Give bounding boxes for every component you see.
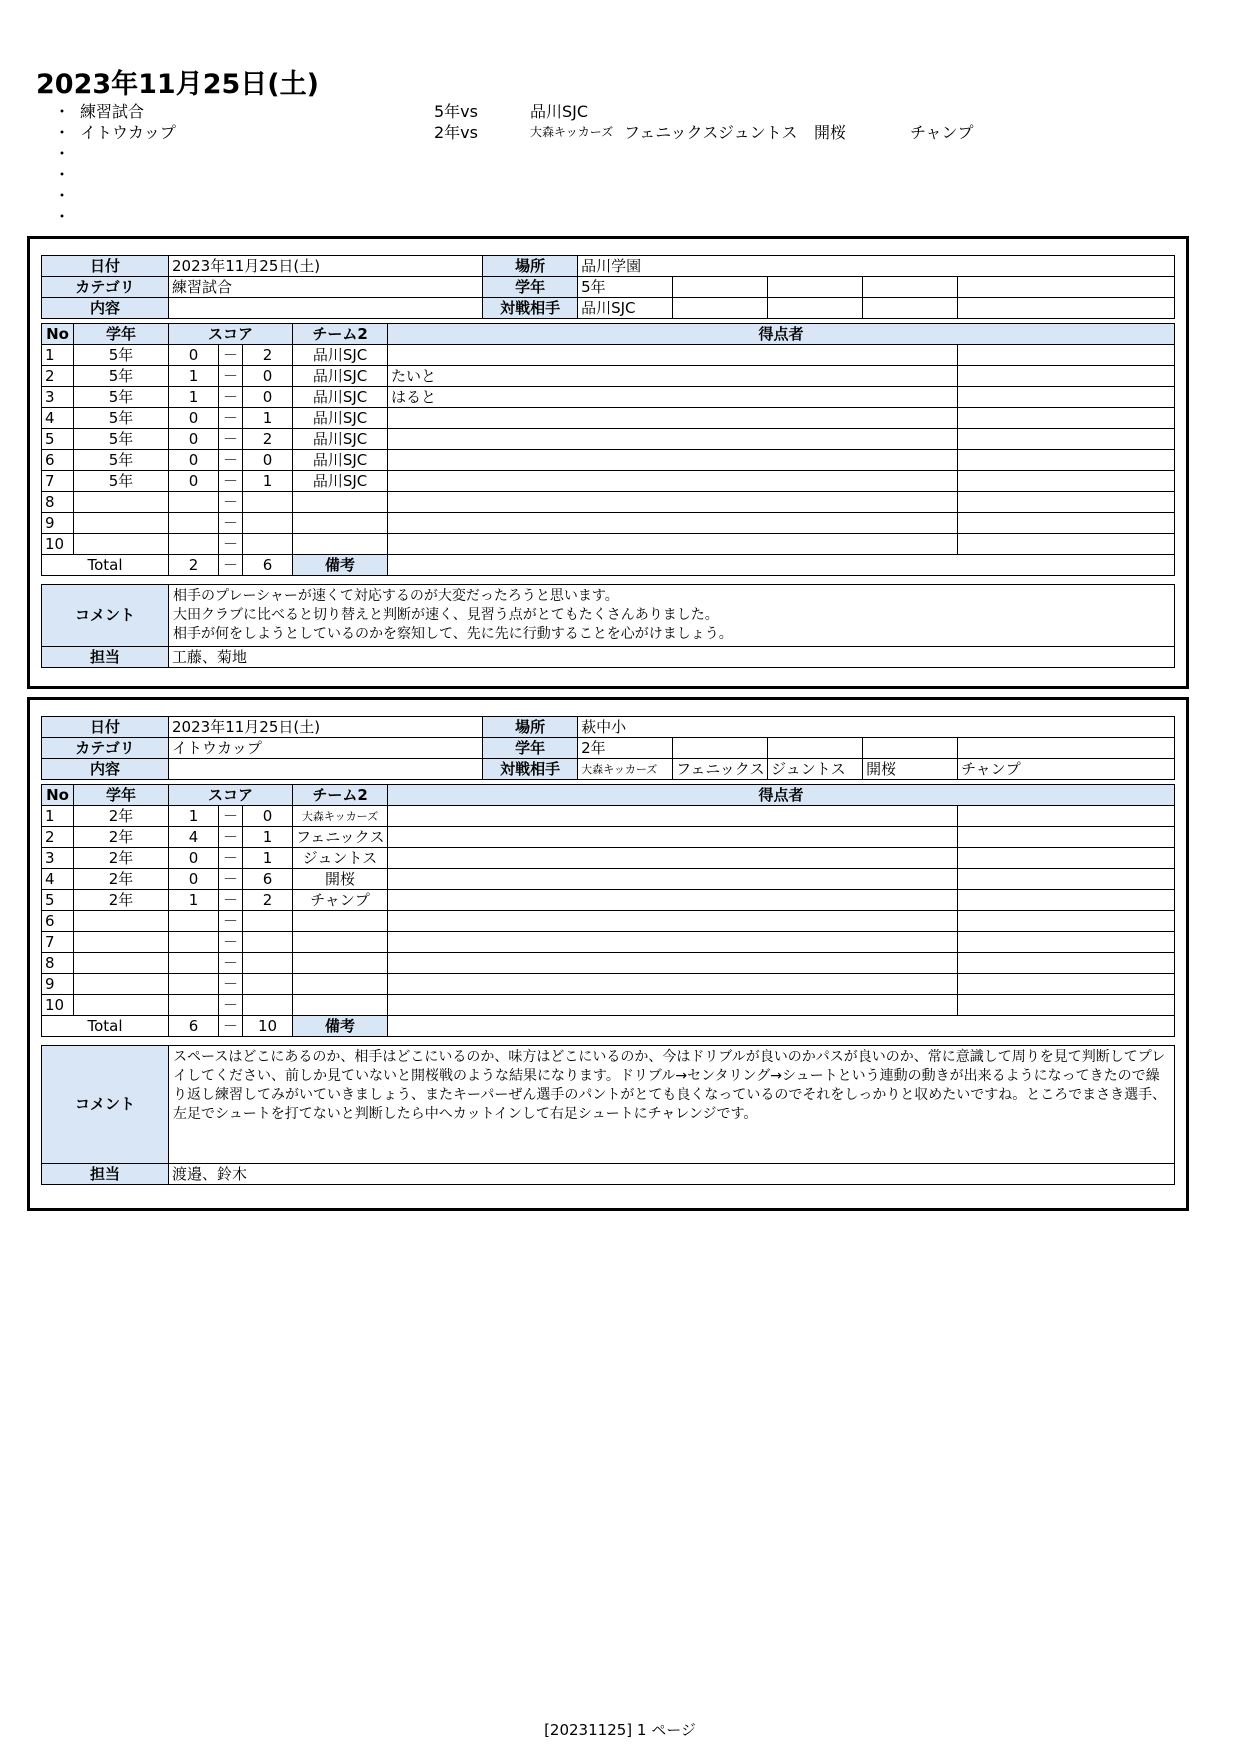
summary-line xyxy=(50,204,1050,225)
empty-cell xyxy=(958,974,1175,995)
score-dash: － xyxy=(219,974,243,995)
empty-cell xyxy=(958,848,1175,869)
venue-value: 萩中小 xyxy=(578,717,1175,738)
remarks-label: 備考 xyxy=(293,1016,388,1037)
empty-cell xyxy=(958,471,1175,492)
staff-value: 渡邉、鈴木 xyxy=(169,1164,1175,1185)
summary-opponent: 開桜 xyxy=(814,123,847,142)
game-team2 xyxy=(293,995,388,1016)
game-row xyxy=(42,366,1175,387)
comment-table xyxy=(41,584,1175,668)
game-no: 6 xyxy=(42,911,74,932)
game-team2: 品川SJC xyxy=(293,471,388,492)
category-value: イトウカップ xyxy=(169,738,483,759)
game-no: 1 xyxy=(42,345,74,366)
empty-cell xyxy=(673,277,768,298)
summary-list xyxy=(50,99,1050,225)
summary-opponent: 大森キッカーズ xyxy=(530,125,614,139)
game-team2: 品川SJC xyxy=(293,387,388,408)
empty-cell xyxy=(958,345,1175,366)
total-label: Total xyxy=(42,555,169,576)
content-value xyxy=(169,298,483,319)
score-home: 1 xyxy=(169,890,219,911)
score-header: スコア xyxy=(169,785,293,806)
game-row xyxy=(42,932,1175,953)
opponent-value xyxy=(958,298,1175,319)
game-grade: 5年 xyxy=(74,450,169,471)
game-no: 8 xyxy=(42,492,74,513)
game-no: 6 xyxy=(42,450,74,471)
game-row xyxy=(42,450,1175,471)
game-no: 2 xyxy=(42,827,74,848)
remarks-value xyxy=(388,555,1175,576)
score-dash: － xyxy=(219,806,243,827)
game-grade xyxy=(74,974,169,995)
game-row xyxy=(42,387,1175,408)
page-footer: [20231125] 1 ページ xyxy=(544,1721,696,1739)
game-scorer xyxy=(388,953,958,974)
bullet: ・ xyxy=(54,186,71,205)
summary-match-name: イトウカップ xyxy=(80,123,176,142)
game-no: 4 xyxy=(42,408,74,429)
game-scorer xyxy=(388,848,958,869)
score-home: 4 xyxy=(169,827,219,848)
game-scorer: たいと xyxy=(388,366,958,387)
game-team2: 品川SJC xyxy=(293,450,388,471)
game-scorer xyxy=(388,806,958,827)
game-team2: 品川SJC xyxy=(293,408,388,429)
game-grade: 2年 xyxy=(74,806,169,827)
opponent-value: ジュントス xyxy=(768,759,863,780)
score-dash: － xyxy=(219,366,243,387)
game-row xyxy=(42,513,1175,534)
bullet: ・ xyxy=(54,165,71,184)
score-dash: － xyxy=(219,869,243,890)
game-scorer xyxy=(388,492,958,513)
score-home: 0 xyxy=(169,869,219,890)
game-scorer xyxy=(388,827,958,848)
game-row xyxy=(42,995,1175,1016)
score-home: 0 xyxy=(169,471,219,492)
score-home: 0 xyxy=(169,429,219,450)
score-away: 1 xyxy=(243,848,293,869)
no-header: No xyxy=(42,785,74,806)
score-away: 1 xyxy=(243,471,293,492)
score-dash: － xyxy=(219,932,243,953)
score-away: 2 xyxy=(243,890,293,911)
summary-grade: 5年vs xyxy=(434,102,478,121)
score-away: 2 xyxy=(243,345,293,366)
game-no: 1 xyxy=(42,806,74,827)
game-grade: 5年 xyxy=(74,429,169,450)
staff-label: 担当 xyxy=(42,1164,169,1185)
match-info-table xyxy=(41,255,1175,319)
staff-value: 工藤、菊地 xyxy=(169,647,1175,668)
game-team2: 品川SJC xyxy=(293,429,388,450)
score-dash: － xyxy=(219,450,243,471)
summary-line xyxy=(50,162,1050,183)
game-grade xyxy=(74,953,169,974)
scorer-header: 得点者 xyxy=(388,785,1175,806)
game-no: 4 xyxy=(42,869,74,890)
score-away xyxy=(243,932,293,953)
page-title: 2023年11月25日(土) xyxy=(36,69,319,100)
grade-header: 学年 xyxy=(74,785,169,806)
game-scorer xyxy=(388,911,958,932)
opponent-value: チャンプ xyxy=(958,759,1175,780)
empty-cell xyxy=(863,277,958,298)
game-team2 xyxy=(293,513,388,534)
game-row xyxy=(42,408,1175,429)
game-grade xyxy=(74,995,169,1016)
game-no: 10 xyxy=(42,534,74,555)
remarks-label: 備考 xyxy=(293,555,388,576)
empty-cell xyxy=(673,738,768,759)
game-scorer xyxy=(388,513,958,534)
score-away: 1 xyxy=(243,408,293,429)
game-team2 xyxy=(293,953,388,974)
game-team2: フェニックス xyxy=(293,827,388,848)
game-team2 xyxy=(293,974,388,995)
game-scorer xyxy=(388,869,958,890)
empty-cell xyxy=(958,890,1175,911)
category-value: 練習試合 xyxy=(169,277,483,298)
game-scorer: はると xyxy=(388,387,958,408)
score-home xyxy=(169,534,219,555)
score-home xyxy=(169,932,219,953)
venue-value: 品川学園 xyxy=(578,256,1175,277)
date-value: 2023年11月25日(土) xyxy=(169,717,483,738)
empty-cell xyxy=(958,827,1175,848)
scorer-header: 得点者 xyxy=(388,324,1175,345)
opponent-value xyxy=(673,298,768,319)
score-home xyxy=(169,492,219,513)
game-row xyxy=(42,345,1175,366)
date-label: 日付 xyxy=(42,256,169,277)
bullet: ・ xyxy=(54,102,71,121)
score-away xyxy=(243,534,293,555)
score-away xyxy=(243,911,293,932)
summary-line xyxy=(50,99,1050,120)
venue-label: 場所 xyxy=(483,717,578,738)
category-label: カテゴリ xyxy=(42,738,169,759)
game-row xyxy=(42,806,1175,827)
score-home: 0 xyxy=(169,408,219,429)
game-scorer xyxy=(388,995,958,1016)
total-home: 2 xyxy=(169,555,219,576)
score-dash: － xyxy=(219,911,243,932)
game-scorer xyxy=(388,471,958,492)
game-row xyxy=(42,869,1175,890)
score-dash: － xyxy=(219,408,243,429)
score-dash: － xyxy=(219,345,243,366)
score-home: 0 xyxy=(169,848,219,869)
total-label: Total xyxy=(42,1016,169,1037)
opponent-value: フェニックス xyxy=(673,759,768,780)
match-section-2 xyxy=(27,697,1189,1211)
score-home: 0 xyxy=(169,345,219,366)
game-row xyxy=(42,974,1175,995)
score-away xyxy=(243,974,293,995)
game-row xyxy=(42,492,1175,513)
game-grade xyxy=(74,534,169,555)
summary-opponent: フェニックス xyxy=(624,123,719,142)
score-home: 1 xyxy=(169,806,219,827)
score-away: 6 xyxy=(243,869,293,890)
match-info-table xyxy=(41,716,1175,780)
empty-cell xyxy=(958,408,1175,429)
game-no: 9 xyxy=(42,974,74,995)
score-dash: － xyxy=(219,995,243,1016)
opponent-value: 大森キッカーズ xyxy=(578,759,673,780)
opponent-value xyxy=(863,298,958,319)
game-grade: 2年 xyxy=(74,890,169,911)
game-no: 3 xyxy=(42,387,74,408)
game-grade xyxy=(74,492,169,513)
score-away: 0 xyxy=(243,450,293,471)
date-value: 2023年11月25日(土) xyxy=(169,256,483,277)
score-dash: － xyxy=(219,890,243,911)
grade-value: 5年 xyxy=(578,277,673,298)
game-team2: 大森キッカーズ xyxy=(293,806,388,827)
score-dash: － xyxy=(219,387,243,408)
score-dash: － xyxy=(219,429,243,450)
score-dash: － xyxy=(219,555,243,576)
comment-table xyxy=(41,1045,1175,1185)
empty-cell xyxy=(958,869,1175,890)
game-row xyxy=(42,471,1175,492)
opponent-label: 対戦相手 xyxy=(483,298,578,319)
game-team2: 品川SJC xyxy=(293,366,388,387)
score-dash: － xyxy=(219,848,243,869)
game-row xyxy=(42,429,1175,450)
game-row xyxy=(42,827,1175,848)
game-grade: 2年 xyxy=(74,848,169,869)
score-home xyxy=(169,974,219,995)
empty-cell xyxy=(958,450,1175,471)
score-dash: － xyxy=(219,1016,243,1037)
opponent-label: 対戦相手 xyxy=(483,759,578,780)
content-value xyxy=(169,759,483,780)
game-no: 3 xyxy=(42,848,74,869)
total-away: 6 xyxy=(243,555,293,576)
no-header: No xyxy=(42,324,74,345)
game-scorer xyxy=(388,974,958,995)
summary-line xyxy=(50,141,1050,162)
staff-label: 担当 xyxy=(42,647,169,668)
score-dash: － xyxy=(219,513,243,534)
empty-cell xyxy=(958,932,1175,953)
game-grade: 5年 xyxy=(74,471,169,492)
venue-label: 場所 xyxy=(483,256,578,277)
score-home: 1 xyxy=(169,387,219,408)
game-row xyxy=(42,953,1175,974)
game-grade: 5年 xyxy=(74,366,169,387)
score-dash: － xyxy=(219,492,243,513)
empty-cell xyxy=(958,366,1175,387)
grade-header: 学年 xyxy=(74,324,169,345)
score-home xyxy=(169,995,219,1016)
summary-opponent: 品川SJC xyxy=(530,102,589,121)
score-home xyxy=(169,953,219,974)
game-grade: 2年 xyxy=(74,869,169,890)
game-scorer xyxy=(388,408,958,429)
match-section-1 xyxy=(27,236,1189,689)
score-away: 1 xyxy=(243,827,293,848)
empty-cell xyxy=(958,953,1175,974)
game-scorer xyxy=(388,534,958,555)
summary-match-name: 練習試合 xyxy=(80,102,145,121)
team2-header: チーム2 xyxy=(293,785,388,806)
game-scorer xyxy=(388,345,958,366)
game-grade: 5年 xyxy=(74,387,169,408)
game-team2: ジュントス xyxy=(293,848,388,869)
bullet: ・ xyxy=(54,144,71,163)
summary-line xyxy=(50,120,1050,141)
score-away xyxy=(243,513,293,534)
games-table xyxy=(41,784,1175,1037)
score-away xyxy=(243,953,293,974)
game-row xyxy=(42,890,1175,911)
score-away: 0 xyxy=(243,387,293,408)
game-team2 xyxy=(293,534,388,555)
total-home: 6 xyxy=(169,1016,219,1037)
team2-header: チーム2 xyxy=(293,324,388,345)
game-team2: チャンプ xyxy=(293,890,388,911)
score-header: スコア xyxy=(169,324,293,345)
remarks-value xyxy=(388,1016,1175,1037)
summary-line xyxy=(50,183,1050,204)
game-row xyxy=(42,534,1175,555)
game-team2 xyxy=(293,932,388,953)
grade-label: 学年 xyxy=(483,738,578,759)
score-home xyxy=(169,911,219,932)
comment-label: コメント xyxy=(42,585,169,647)
game-scorer xyxy=(388,450,958,471)
game-scorer xyxy=(388,932,958,953)
score-dash: － xyxy=(219,471,243,492)
empty-cell xyxy=(958,387,1175,408)
empty-cell xyxy=(863,738,958,759)
date-label: 日付 xyxy=(42,717,169,738)
category-label: カテゴリ xyxy=(42,277,169,298)
empty-cell xyxy=(958,911,1175,932)
total-away: 10 xyxy=(243,1016,293,1037)
game-team2 xyxy=(293,492,388,513)
score-home xyxy=(169,513,219,534)
game-no: 5 xyxy=(42,890,74,911)
score-away: 0 xyxy=(243,806,293,827)
game-no: 10 xyxy=(42,995,74,1016)
score-dash: － xyxy=(219,827,243,848)
game-grade xyxy=(74,932,169,953)
summary-opponent: ジュントス xyxy=(718,123,798,142)
score-dash: － xyxy=(219,953,243,974)
game-no: 8 xyxy=(42,953,74,974)
game-no: 5 xyxy=(42,429,74,450)
game-scorer xyxy=(388,429,958,450)
game-no: 9 xyxy=(42,513,74,534)
game-no: 2 xyxy=(42,366,74,387)
opponent-value: 開桜 xyxy=(863,759,958,780)
score-away: 0 xyxy=(243,366,293,387)
score-dash: － xyxy=(219,534,243,555)
game-grade: 5年 xyxy=(74,345,169,366)
score-home: 1 xyxy=(169,366,219,387)
empty-cell xyxy=(958,534,1175,555)
comment-label: コメント xyxy=(42,1046,169,1164)
score-away xyxy=(243,492,293,513)
comment-text: 相手のプレーシャーが速くて対応するのが大変だったろうと思います。 大田クラブに比べると切り替えと判断が速く、見習う点がとてもたくさんありました。 相手が何をしようとしているのかを察知して、先に先に行動することを心がけましょう。 xyxy=(169,585,1175,647)
comment-text: スペースはどこにあるのか、相手はどこにいるのか、味方はどこにいるのか、今はドリブルが良いのかパスが良いのか、常に意識して周りを見て判断してプレイしてください、前しか見ていないと開桜戦のような結果になります。ドリブル→センタリング→シュートという連動の動きが出来るようになってきたので繰り返し練習してみがいていきましょう、またキーパーぜん選手のパントがとても良くなっているのでそれをしっかりと収めたいですね。ところでまさき選手、左足でシュートを打てないと判断したら中へカットインして右足シュートにチャレンジです。 xyxy=(169,1046,1175,1164)
empty-cell xyxy=(958,995,1175,1016)
bullet: ・ xyxy=(54,123,71,142)
game-team2 xyxy=(293,911,388,932)
game-row xyxy=(42,911,1175,932)
empty-cell xyxy=(958,738,1175,759)
grade-label: 学年 xyxy=(483,277,578,298)
score-away: 2 xyxy=(243,429,293,450)
game-row xyxy=(42,848,1175,869)
content-label: 内容 xyxy=(42,298,169,319)
empty-cell xyxy=(958,277,1175,298)
opponent-value: 品川SJC xyxy=(578,298,673,319)
grade-value: 2年 xyxy=(578,738,673,759)
score-away xyxy=(243,995,293,1016)
games-table xyxy=(41,323,1175,576)
game-no: 7 xyxy=(42,932,74,953)
empty-cell xyxy=(958,513,1175,534)
game-grade xyxy=(74,911,169,932)
score-home: 0 xyxy=(169,450,219,471)
empty-cell xyxy=(958,429,1175,450)
content-label: 内容 xyxy=(42,759,169,780)
game-scorer xyxy=(388,890,958,911)
game-team2: 品川SJC xyxy=(293,345,388,366)
summary-opponent: チャンプ xyxy=(910,123,974,142)
game-no: 7 xyxy=(42,471,74,492)
bullet: ・ xyxy=(54,207,71,226)
empty-cell xyxy=(768,738,863,759)
game-grade xyxy=(74,513,169,534)
empty-cell xyxy=(958,806,1175,827)
game-team2: 開桜 xyxy=(293,869,388,890)
empty-cell xyxy=(958,492,1175,513)
empty-cell xyxy=(768,277,863,298)
summary-grade: 2年vs xyxy=(434,123,478,142)
game-grade: 5年 xyxy=(74,408,169,429)
game-grade: 2年 xyxy=(74,827,169,848)
opponent-value xyxy=(768,298,863,319)
